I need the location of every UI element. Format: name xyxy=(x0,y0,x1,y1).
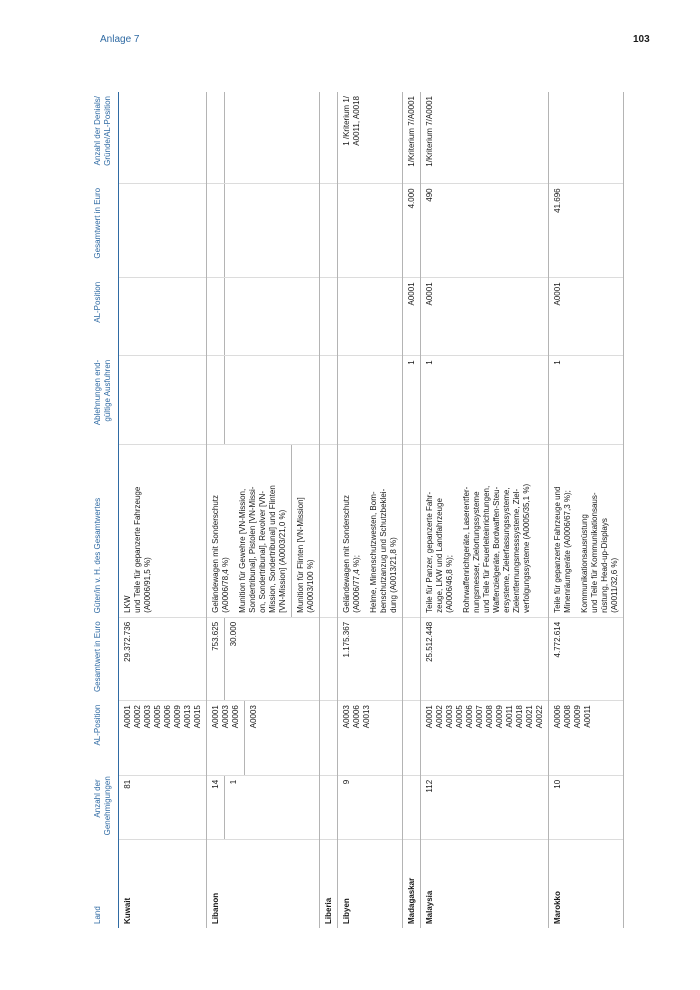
export-table xyxy=(90,92,624,928)
cell-al-position xyxy=(119,701,207,776)
cell-anzahl: 9 xyxy=(338,775,403,839)
denial-line: A0011, A0018 xyxy=(352,96,361,146)
cell-gueter xyxy=(320,444,338,617)
table-row xyxy=(338,92,403,928)
cell-gesamtwert: 1.175.367 xyxy=(338,617,403,700)
table-row xyxy=(421,92,549,928)
al-code: A0011 xyxy=(583,705,592,728)
cell-gueter xyxy=(421,444,549,617)
cell-ablehnungen: 1 xyxy=(421,356,549,445)
al-code: A0001 xyxy=(425,705,434,729)
goods-line: Helme, Minenschutzwesten, Bom- xyxy=(369,491,378,613)
cell-ablehnungen: 1 xyxy=(549,356,624,445)
goods-line: Munition für Flinten [VN-Mission] xyxy=(296,497,305,613)
cell-denials xyxy=(320,92,338,184)
goods-line: Geländewagen mit Sonderschutz xyxy=(211,494,220,613)
al-code: A0002 xyxy=(133,705,142,729)
goods-line: zeuge, LKW und Landfahrzeuge xyxy=(435,498,444,613)
al-code: A0001 xyxy=(123,705,132,729)
goods-line: (A0006/77,4 %); xyxy=(352,555,361,613)
cell-gesamtwert xyxy=(320,617,338,700)
goods-paragraph xyxy=(211,449,231,613)
goods-line: Kommunikationsausrüstung xyxy=(580,514,589,613)
cell-land: Madagaskar xyxy=(403,839,421,928)
goods-line: on, Sondertribunal], Revolver [VN- xyxy=(258,491,267,613)
cell-anzahl xyxy=(320,775,338,839)
cell-anzahl xyxy=(403,775,421,839)
cell-al-position xyxy=(549,701,624,776)
al-code: A0015 xyxy=(193,705,202,729)
goods-line: nungsmesser, Zielortungssysteme xyxy=(472,491,481,613)
goods-line: Geländewagen mit Sonderschutz xyxy=(342,494,351,613)
header-gueter: Güter/in v. H. des Gesamtwertes xyxy=(90,444,119,617)
cell-land: Kuwait xyxy=(119,839,207,928)
al-code: A0018 xyxy=(515,705,524,729)
header-land: Land xyxy=(90,839,119,928)
cell-gesamtwert-2 xyxy=(320,184,338,278)
al-code: A0003 xyxy=(143,705,152,729)
header-al-position-2: AL-Position xyxy=(90,278,119,356)
al-code: A0006 xyxy=(465,705,474,729)
al-code: A0008 xyxy=(563,705,572,729)
goods-line: verfolgungssysteme (A0005/35,1 %) xyxy=(522,483,531,613)
cell-gesamtwert-2: 490 xyxy=(421,184,549,278)
cell-al-position xyxy=(338,701,403,776)
al-code: A0022 xyxy=(535,705,544,729)
cell-anzahl: 10 xyxy=(549,775,624,839)
goods-paragraph xyxy=(462,449,532,613)
cell-denials xyxy=(119,92,207,184)
cell-anzahl: 112 xyxy=(421,775,549,839)
denial-line: 1/Kriterium 7/A0001 xyxy=(425,96,434,167)
al-code: A0005 xyxy=(455,705,464,729)
goods-line: Sondertribunal], Pistolen [VN-Missi- xyxy=(248,486,257,613)
al-code: A0009 xyxy=(173,705,182,729)
goods-paragraph xyxy=(296,449,316,613)
cell-gueter xyxy=(549,444,624,617)
goods-line: und Teile für gepanzerte Fahrzeuge xyxy=(133,486,142,613)
cell-denials xyxy=(207,92,320,184)
cell-land: Libanon xyxy=(207,839,320,928)
cell-land: Malaysia xyxy=(421,839,549,928)
al-code: A0021 xyxy=(525,705,534,729)
goods-line: rüstung, Head-up-Displays xyxy=(600,518,609,613)
goods-line: und Teile für Feuerleiteinrichtungen, xyxy=(482,485,491,613)
al-code: A0009 xyxy=(495,705,504,729)
al-code: A0006 xyxy=(553,705,562,729)
cell-gesamtwert: 29.372.736 xyxy=(119,617,207,700)
al-code: A0011 xyxy=(505,705,514,728)
al-code: A0006 xyxy=(231,705,240,729)
cell-gueter xyxy=(403,444,421,617)
cell-al-position-2: A0001 xyxy=(403,278,421,356)
goods-paragraph xyxy=(580,449,620,613)
al-code: A0006 xyxy=(163,705,172,729)
cell-gesamtwert: 25.512.448 xyxy=(421,617,549,700)
goods-line: Teile für Panzer, gepanzerte Fahr- xyxy=(425,491,434,613)
cell-al-position-2: A0001 xyxy=(421,278,549,356)
cell-al-position-2 xyxy=(207,278,320,356)
cell-al-position xyxy=(403,701,421,776)
al-code: A0005 xyxy=(153,705,162,729)
cell-ablehnungen: 1 xyxy=(403,356,421,445)
al-code: A0013 xyxy=(183,705,192,729)
cell-gesamtwert-2 xyxy=(119,184,207,278)
cell-gesamtwert-2: 4.000 xyxy=(403,184,421,278)
cell-anzahl: 81 xyxy=(119,775,207,839)
goods-paragraph xyxy=(369,449,399,613)
goods-line: ersysteme, Zielerfassungssysteme, xyxy=(502,487,511,613)
denial-line: 1/Kriterium 7/A0001 xyxy=(407,96,416,167)
cell-gueter xyxy=(338,444,403,617)
header-gesamtwert: Gesamtwert in Euro xyxy=(90,617,119,700)
cell-gesamtwert-2: 41.696 xyxy=(549,184,624,278)
page-number: 103 xyxy=(633,34,650,45)
goods-line: [VN-Mission] (A0003/21,0 %) xyxy=(278,509,287,613)
goods-line: (A0006/78,4 %) xyxy=(221,557,230,613)
header-ablehnungen: Ablehnungen end- gültige Ausfuhren xyxy=(90,356,119,445)
table-row xyxy=(119,92,207,928)
table-row xyxy=(207,92,320,928)
goods-paragraph xyxy=(425,449,455,613)
goods-line: (A0006/46,8 %); xyxy=(445,555,454,613)
al-code: A0013 xyxy=(362,705,371,729)
cell-land: Libyen xyxy=(338,839,403,928)
goods-paragraph xyxy=(553,449,573,613)
goods-line: (A0006/91,5 %) xyxy=(143,557,152,613)
cell-gesamtwert xyxy=(403,617,421,700)
table-row xyxy=(549,92,624,928)
cell-al-position-2 xyxy=(338,278,403,356)
goods-paragraph xyxy=(342,449,362,613)
goods-line: Waffenzielgeräte, Bordwaffen-Steu- xyxy=(492,486,501,613)
cell-al-position xyxy=(207,701,320,776)
goods-line: dung (A0013/21,8 %) xyxy=(389,537,398,613)
cell-denials xyxy=(549,92,624,184)
cell-land: Liberia xyxy=(320,839,338,928)
cell-al-position-2 xyxy=(119,278,207,356)
goods-line: und Teile für Kommunikationsaus- xyxy=(590,492,599,613)
header-anzahl: Anzahl der Genehmigungen xyxy=(90,775,119,839)
al-code: A0009 xyxy=(573,705,582,729)
al-code: A0003 xyxy=(342,705,351,729)
cell-denials xyxy=(421,92,549,184)
cell-gesamtwert-2 xyxy=(338,184,403,278)
header-al-position: AL-Position xyxy=(90,701,119,776)
cell-gesamtwert: 753.625 30.000 xyxy=(207,617,320,700)
cell-ablehnungen xyxy=(119,356,207,445)
cell-gueter xyxy=(207,444,320,617)
cell-gesamtwert: 4.772.614 xyxy=(549,617,624,700)
cell-anzahl: 14 1 xyxy=(207,775,320,839)
al-code: A0007 xyxy=(475,705,484,729)
cell-al-position xyxy=(421,701,549,776)
denial-line: 1 /Kriterium 1/ xyxy=(342,96,351,146)
goods-line: (A0011/32,6 %) xyxy=(610,557,619,613)
cell-ablehnungen xyxy=(338,356,403,445)
cell-gesamtwert-2 xyxy=(207,184,320,278)
cell-ablehnungen xyxy=(320,356,338,445)
al-code: A0002 xyxy=(435,705,444,729)
goods-line: Teile für gepanzerte Fahrzeuge und xyxy=(553,486,562,613)
goods-line: Minenräumgeräte (A0006/67,3 %); xyxy=(563,490,572,613)
al-code: A0008 xyxy=(485,705,494,729)
al-code: A0001 xyxy=(211,705,220,729)
header-gesamtwert-2: Gesamtwert in Euro xyxy=(90,184,119,278)
goods-line: Zielentfernungsmesssysteme, Ziel- xyxy=(512,488,521,613)
header-denials: Anzahl der Denials/ Gründe/AL-Position xyxy=(90,92,119,184)
export-table-rotated xyxy=(90,92,666,928)
goods-line: Munition für Gewehre [VN-Mission, xyxy=(238,488,247,613)
al-code: A0003 xyxy=(249,705,258,729)
table-row xyxy=(320,92,338,928)
goods-paragraph xyxy=(123,449,153,613)
cell-gueter xyxy=(119,444,207,617)
cell-al-position-2: A0001 xyxy=(549,278,624,356)
goods-line: (A0003/100 %) xyxy=(306,559,315,613)
al-code: A0006 xyxy=(352,705,361,729)
cell-denials xyxy=(338,92,403,184)
cell-denials xyxy=(403,92,421,184)
cell-al-position xyxy=(320,701,338,776)
goods-paragraph xyxy=(238,449,288,613)
cell-al-position-2 xyxy=(320,278,338,356)
table-row xyxy=(403,92,421,928)
goods-line: Mission, Sondertribunal] und Flinten xyxy=(268,485,277,613)
al-code: A0003 xyxy=(221,705,230,729)
header-row xyxy=(90,92,119,928)
page-label: Anlage 7 xyxy=(100,34,140,45)
al-code: A0003 xyxy=(445,705,454,729)
goods-line: Rohrwaffenrichtgeräte, Laserentfer- xyxy=(462,486,471,613)
goods-line: benschutzanzug und Schutzbeklei- xyxy=(379,488,388,613)
goods-line: LKW xyxy=(123,595,132,613)
cell-ablehnungen xyxy=(207,356,320,445)
cell-land: Marokko xyxy=(549,839,624,928)
